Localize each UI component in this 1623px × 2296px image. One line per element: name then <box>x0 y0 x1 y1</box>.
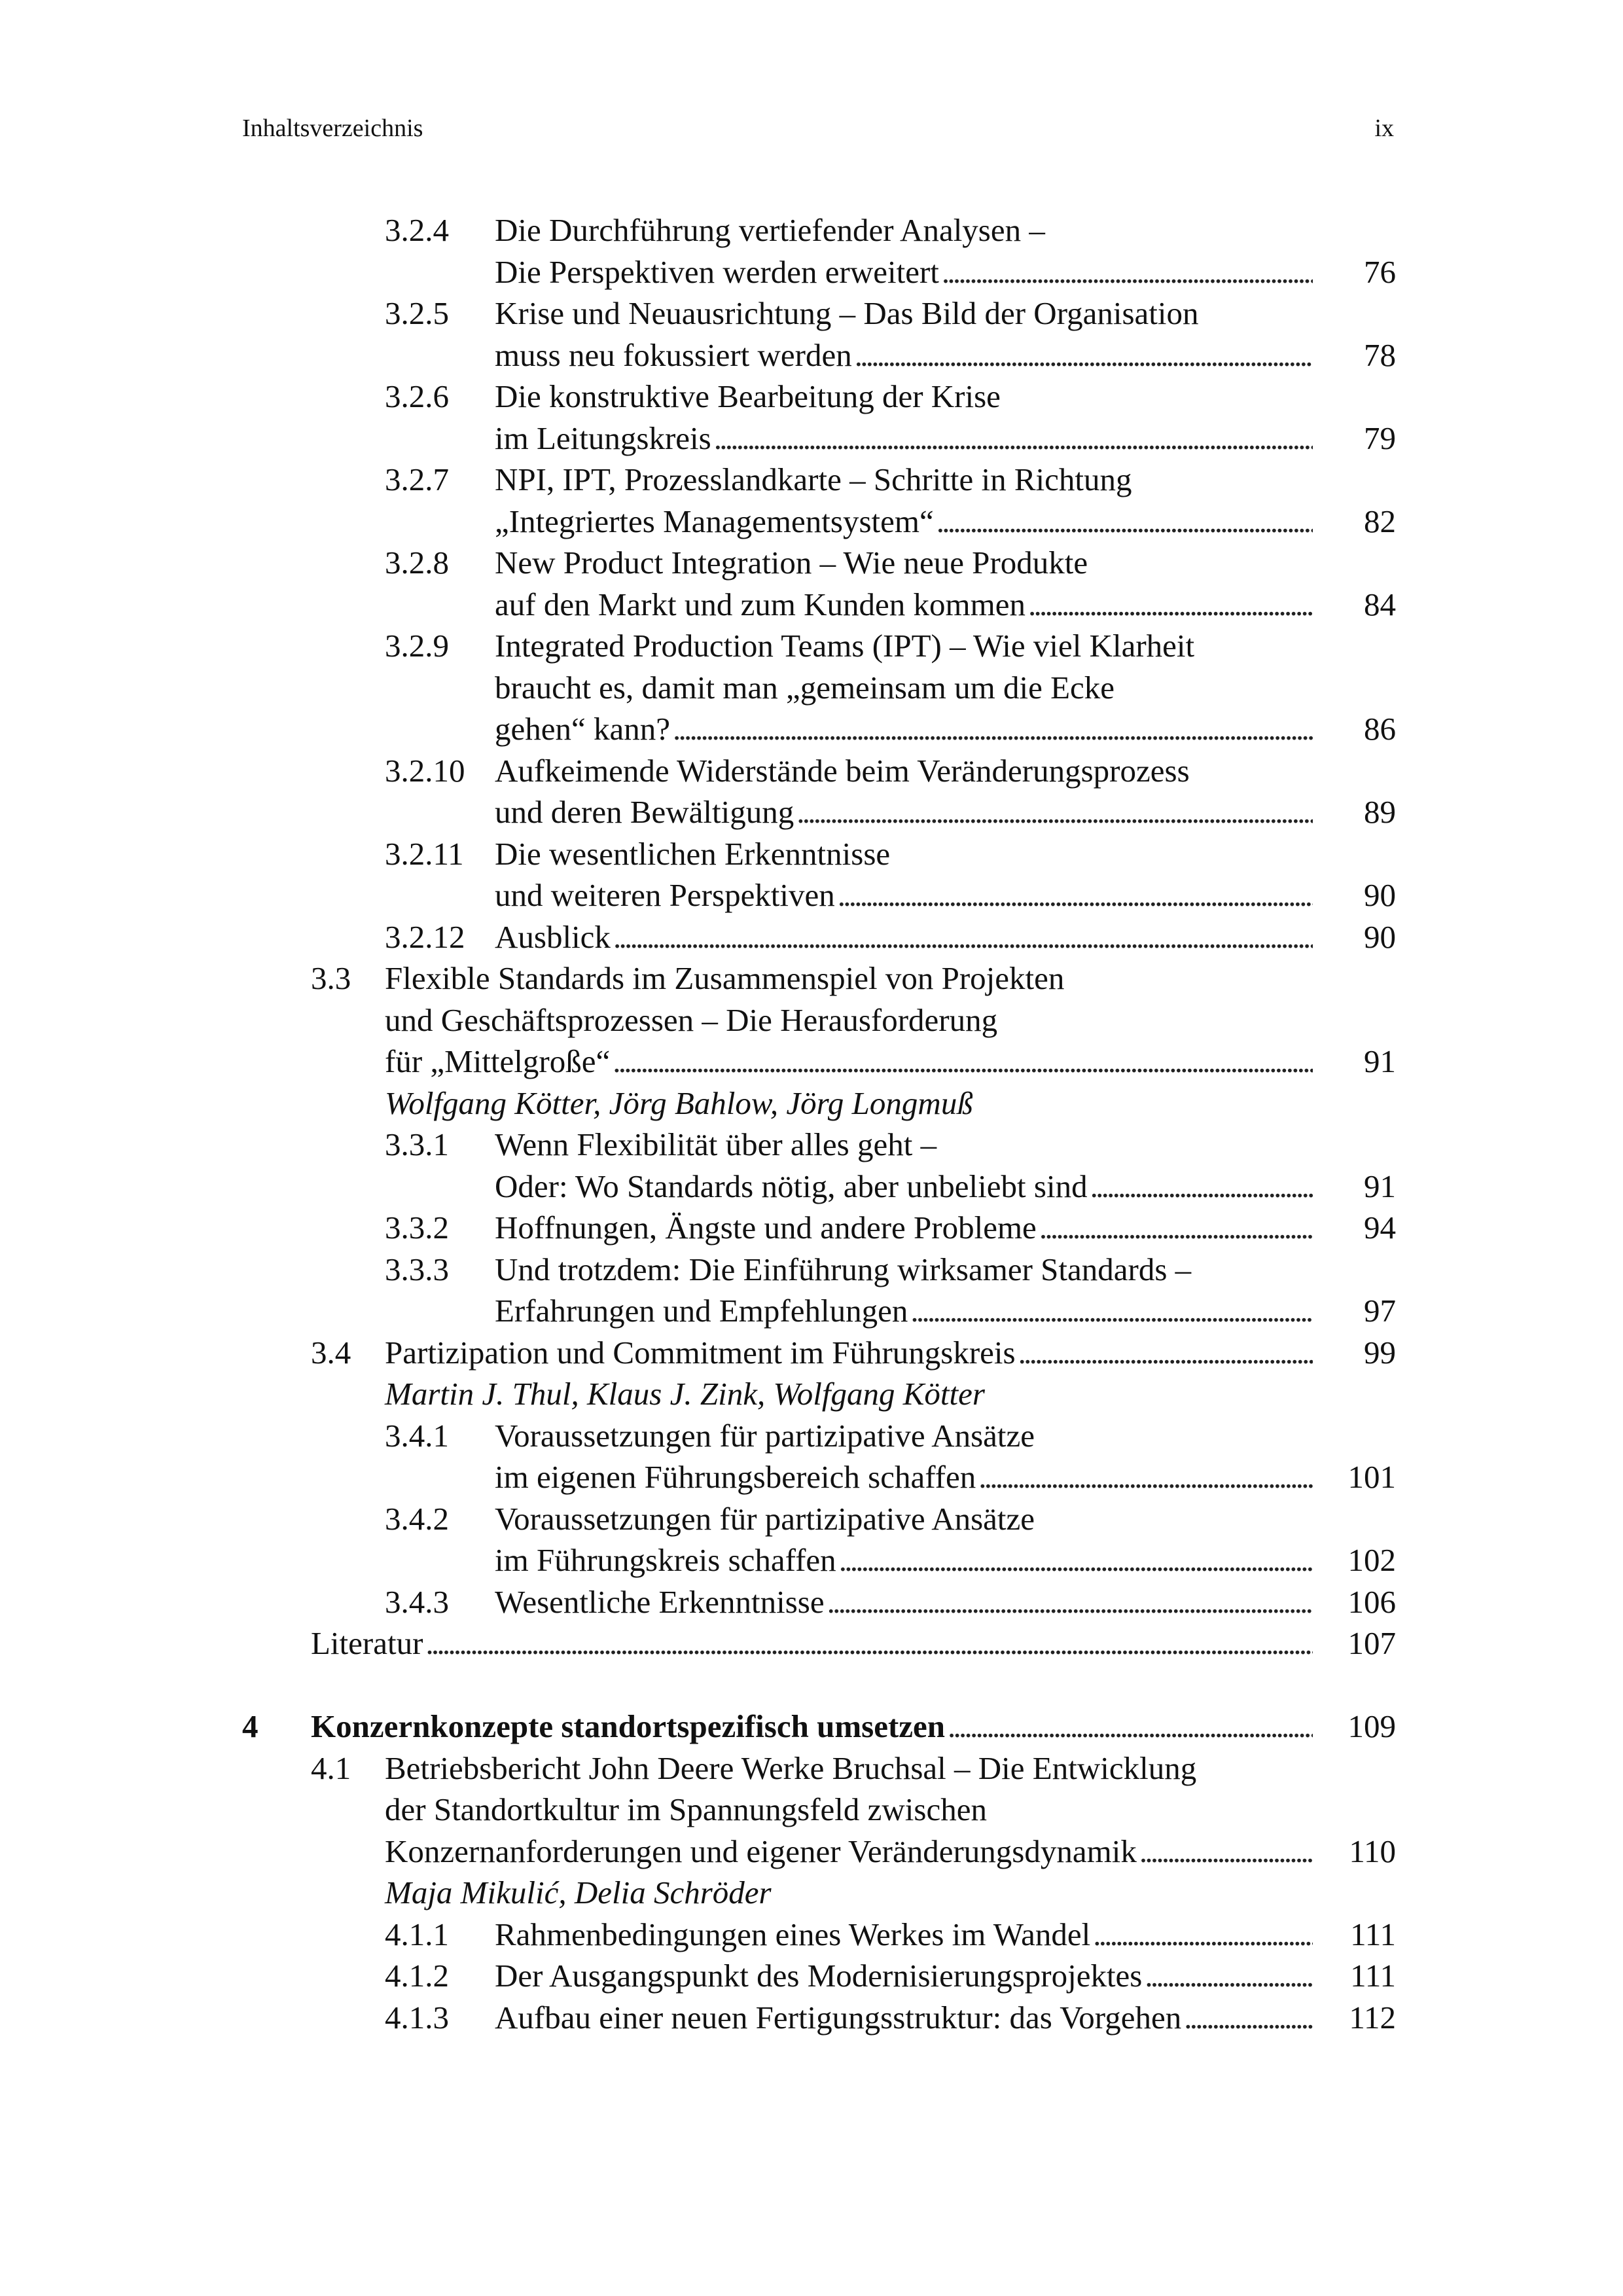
toc-entry <box>0 542 1623 625</box>
toc-page-number: 90 <box>1364 877 1396 913</box>
toc-page-number: 102 <box>1347 1542 1396 1578</box>
toc-entry-title: Wenn Flexibilität über alles geht – <box>495 1126 937 1162</box>
toc-entry-title: Die konstruktive Bearbeitung der Krise <box>495 378 1001 414</box>
toc-entry-title: für „Mittelgroße“ <box>385 1043 611 1079</box>
spacer <box>0 1664 1623 1706</box>
toc-entry-number: 3.2.12 <box>385 918 465 955</box>
toc-entry-title: Rahmenbedingungen eines Werkes im Wandel <box>495 1916 1091 1952</box>
toc-entry-title: Betriebsbericht John Deere Werke Bruchsal – Die Entwicklung <box>385 1749 1197 1786</box>
toc-page-number: 76 <box>1364 253 1396 290</box>
toc-page-number: 106 <box>1347 1583 1396 1620</box>
leader-dots <box>613 1041 1313 1083</box>
toc-entry-number: 3.4.2 <box>385 1500 449 1537</box>
toc-entry-title: Konzernanforderungen und eigener Veränderungsdynamik <box>385 1833 1137 1869</box>
toc-page-number: 90 <box>1364 918 1396 955</box>
toc-page-number: 107 <box>1347 1625 1396 1661</box>
toc-authors: Wolfgang Kötter, Jörg Bahlow, Jörg Longmuß <box>385 1085 973 1121</box>
leader-dots <box>425 1623 1313 1664</box>
toc-chapter-number: 4 <box>242 1708 259 1744</box>
toc-entry <box>0 625 1623 750</box>
toc-entry <box>0 1415 1623 1498</box>
leader-dots <box>855 334 1313 376</box>
toc-page-number: 79 <box>1364 420 1396 456</box>
toc-entry-title: Flexible Standards im Zusammenspiel von Projekten <box>385 960 1065 996</box>
toc-entry-title: Voraussetzungen für partizipative Ansätze <box>495 1500 1035 1537</box>
toc-entry-title: Krise und Neuausrichtung – Das Bild der Organisation <box>495 295 1199 331</box>
toc-entry <box>0 376 1623 459</box>
toc-entry-title: braucht es, damit man „gemeinsam um die Ecke <box>495 669 1115 706</box>
table-of-contents <box>0 209 1623 2038</box>
leader-dots <box>839 1539 1313 1581</box>
toc-entry-title: der Standortkultur im Spannungsfeld zwischen <box>385 1791 987 1827</box>
toc-entry <box>0 916 1623 958</box>
leader-dots <box>910 1290 1313 1332</box>
toc-entry-number: 3.3 <box>311 960 351 996</box>
leader-dots <box>827 1581 1313 1623</box>
toc-entry-title: gehen“ kann? <box>495 711 670 747</box>
leader-dots <box>942 251 1313 293</box>
leader-dots <box>1093 1914 1313 1956</box>
toc-entry-title: Aufbau einer neuen Fertigungsstruktur: das Vorgehen <box>495 1999 1182 2036</box>
toc-entry-number: 4.1.3 <box>385 1999 449 2036</box>
toc-entry <box>0 1124 1623 1207</box>
toc-page-number: 99 <box>1364 1334 1396 1371</box>
toc-entry <box>0 1914 1623 1956</box>
toc-page-number: 89 <box>1364 794 1396 830</box>
toc-entry-number: 3.2.9 <box>385 628 449 664</box>
toc-entry-title: Partizipation und Commitment im Führungskreis <box>385 1334 1016 1371</box>
toc-page-number: 84 <box>1364 586 1396 622</box>
toc-page-number: 82 <box>1364 503 1396 539</box>
toc-page-number: 91 <box>1364 1168 1396 1204</box>
toc-section <box>0 1332 1623 1415</box>
toc-page-number: 110 <box>1349 1833 1396 1869</box>
page-number: ix <box>1374 115 1394 142</box>
leader-dots <box>1139 1831 1313 1873</box>
toc-entry-title: im Leitungskreis <box>495 420 711 456</box>
toc-entry-title: Die wesentlichen Erkenntnisse <box>495 835 891 872</box>
toc-entry <box>0 1207 1623 1249</box>
toc-entry-number: 3.3.2 <box>385 1210 449 1246</box>
toc-entry-title: Hoffnungen, Ängste und andere Probleme <box>495 1210 1037 1246</box>
toc-entry-title: Wesentliche Erkenntnisse <box>495 1583 825 1620</box>
leader-dots <box>673 708 1313 750</box>
toc-entry-title: und deren Bewältigung <box>495 794 794 830</box>
toc-entry-number: 3.3.3 <box>385 1251 449 1287</box>
page-header <box>242 109 1394 148</box>
toc-entry-title: muss neu fokussiert werden <box>495 336 852 373</box>
toc-page-number: 78 <box>1364 336 1396 373</box>
toc-entry-title: im Führungskreis schaffen <box>495 1542 836 1578</box>
leader-dots <box>796 791 1313 833</box>
toc-entry-number: 3.3.1 <box>385 1126 449 1162</box>
toc-page-number: 91 <box>1364 1043 1396 1079</box>
toc-entry-title: Voraussetzungen für partizipative Ansätze <box>495 1417 1035 1454</box>
leader-dots <box>978 1456 1313 1498</box>
leader-dots <box>948 1706 1313 1748</box>
toc-entry-number: 3.2.10 <box>385 752 465 789</box>
toc-entry-number: 3.4.1 <box>385 1417 449 1454</box>
toc-entry-title: im eigenen Führungsbereich schaffen <box>495 1459 976 1495</box>
toc-entry-number: 3.2.7 <box>385 461 449 497</box>
leader-dots <box>1018 1332 1313 1374</box>
toc-section <box>0 958 1623 1124</box>
toc-page-number: 86 <box>1364 711 1396 747</box>
toc-page-number: 97 <box>1364 1293 1396 1329</box>
leader-dots <box>838 874 1313 916</box>
toc-entry <box>0 293 1623 376</box>
toc-entry-number: 3.2.6 <box>385 378 449 414</box>
toc-page-number: 111 <box>1350 1958 1396 1994</box>
toc-entry <box>0 209 1623 293</box>
toc-entry-number: 3.4 <box>311 1334 351 1371</box>
toc-entry-number: 3.2.11 <box>385 835 464 872</box>
toc-authors: Martin J. Thul, Klaus J. Zink, Wolfgang Kötter <box>385 1376 985 1412</box>
toc-entry-title: Ausblick <box>495 918 611 955</box>
toc-page-number: 109 <box>1347 1708 1396 1744</box>
toc-entry-title: Erfahrungen und Empfehlungen <box>495 1293 908 1329</box>
toc-page-number: 112 <box>1349 1999 1396 2036</box>
toc-entry-title: Literatur <box>311 1625 423 1661</box>
toc-entry-title: Und trotzdem: Die Einführung wirksamer Standards – <box>495 1251 1192 1287</box>
toc-page-number: 111 <box>1350 1916 1396 1952</box>
toc-entry-title: und weiteren Perspektiven <box>495 877 835 913</box>
toc-entry <box>0 1955 1623 1997</box>
leader-dots <box>1090 1166 1313 1208</box>
toc-entry <box>0 459 1623 542</box>
toc-entry-number: 3.2.5 <box>385 295 449 331</box>
toc-entry-title: New Product Integration – Wie neue Produkte <box>495 545 1088 581</box>
leader-dots <box>1039 1207 1313 1249</box>
toc-entry-title: Die Durchführung vertiefender Analysen – <box>495 212 1045 248</box>
toc-entry-number: 4.1.2 <box>385 1958 449 1994</box>
leader-dots <box>714 418 1313 459</box>
toc-page-number: 94 <box>1364 1210 1396 1246</box>
toc-entry <box>0 833 1623 916</box>
toc-section <box>0 1748 1623 1914</box>
toc-entry-title: Integrated Production Teams (IPT) – Wie viel Klarheit <box>495 628 1195 664</box>
toc-chapter <box>0 1706 1623 1748</box>
toc-entry-title: „Integriertes Managementsystem“ <box>495 503 934 539</box>
toc-entry <box>0 1623 1623 1664</box>
toc-entry-number: 3.2.4 <box>385 212 449 248</box>
toc-entry-title: NPI, IPT, Prozesslandkarte – Schritte in Richtung <box>495 461 1132 497</box>
toc-entry <box>0 1581 1623 1623</box>
leader-dots <box>1184 1997 1313 2039</box>
toc-entry-title: Die Perspektiven werden erweitert <box>495 253 939 290</box>
leader-dots <box>613 916 1313 958</box>
running-title: Inhaltsverzeichnis <box>242 115 423 142</box>
toc-entry <box>0 750 1623 833</box>
toc-entry <box>0 1997 1623 2039</box>
toc-entry <box>0 1249 1623 1332</box>
toc-entry-number: 4.1.1 <box>385 1916 449 1952</box>
toc-entry-number: 3.2.8 <box>385 545 449 581</box>
toc-entry-title: und Geschäftsprozessen – Die Herausforderung <box>385 1001 998 1038</box>
leader-dots <box>1145 1955 1313 1997</box>
toc-entry <box>0 1498 1623 1581</box>
toc-entry-title: Der Ausgangspunkt des Modernisierungsprojektes <box>495 1958 1143 1994</box>
toc-entry-title: Oder: Wo Standards nötig, aber unbeliebt sind <box>495 1168 1088 1204</box>
toc-page-number: 101 <box>1347 1459 1396 1495</box>
toc-entry-title: auf den Markt und zum Kunden kommen <box>495 586 1026 622</box>
leader-dots <box>1028 584 1313 626</box>
toc-entry-number: 3.4.3 <box>385 1583 449 1620</box>
toc-chapter-title: Konzernkonzepte standortspezifisch umsetzen <box>311 1708 946 1744</box>
leader-dots <box>936 501 1313 543</box>
toc-entry-number: 4.1 <box>311 1749 351 1786</box>
toc-entry-title: Aufkeimende Widerstände beim Veränderungsprozess <box>495 752 1190 789</box>
toc-authors: Maja Mikulić, Delia Schröder <box>385 1874 772 1910</box>
